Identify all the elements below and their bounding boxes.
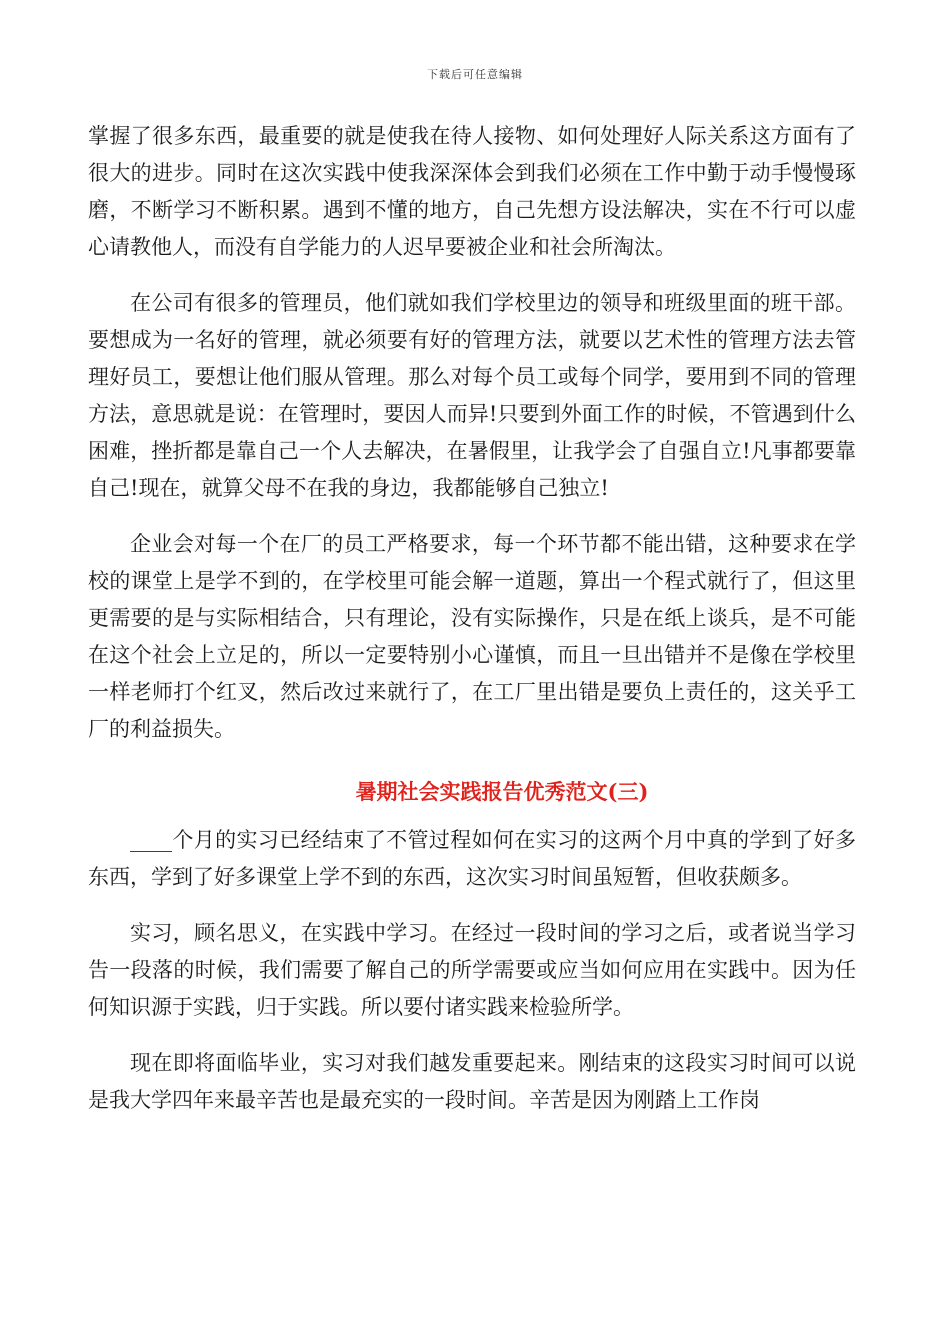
paragraph-management: 在公司有很多的管理员，他们就如我们学校里边的领导和班级里面的班干部。要想成为一名好的管理，就必须要有好的管理方法，就要以艺术性的管理方法去管理好员工，要想让他们服从管理。那么对每个员工或每个同学，要用到不同的管理方法，意思就是说：在管理时，要因人而异!只要到外面工作的时候，不管遇到什么困难，挫折都是靠自己一个人去解决，在暑假里，让我学会了自强自立!凡事都要靠自己!现在，就算父母不在我的身边，我都能够自己独立! [88, 291, 856, 500]
paragraph-enterprise-requirements: 企业会对每一个在厂的员工严格要求，每一个环节都不能出错，这种要求在学校的课堂上是学不到的，在学校里可能会解一道题，算出一个程式就行了，但这里更需要的是与实际相结合，只有理论，没有实际操作，只是在纸上谈兵，是不可能在这个社会上立足的，所以一定要特别小心谨慎，而且一旦出错并不是像在学校里一样老师打个红叉，然后改过来就行了，在工厂里出错是要负上责任的，这关乎工厂的利益损失。 [88, 532, 856, 741]
page-header-note: 下载后可任意编辑 [427, 68, 523, 81]
paragraph-graduation: 现在即将面临毕业，实习对我们越发重要起来。刚结束的这段实习时间可以说是我大学四年来最辛苦也是最充实的一段时间。辛苦是因为刚踏上工作岗 [88, 1051, 856, 1112]
paragraph-internship-summary: ____个月的实习已经结束了不管过程如何在实习的这两个月中真的学到了好多东西，学到了好多课堂上学不到的东西，这次实习时间虽短暂，但收获颇多。 [88, 828, 856, 889]
paragraph-internship-meaning: 实习，顾名思义，在实践中学习。在经过一段时间的学习之后，或者说当学习告一段落的时候，我们需要了解自己的所学需要或应当如何应用在实践中。因为任何知识源于实践，归于实践。所以要付诸实践来检验所学。 [88, 921, 856, 1019]
section-heading: 暑期社会实践报告优秀范文(三) [355, 779, 649, 804]
paragraph-continuation: 掌握了很多东西，最重要的就是使我在待人接物、如何处理好人际关系这方面有了很大的进步。同时在这次实践中使我深深体会到我们必须在工作中勤于动手慢慢琢磨，不断学习不断积累。遇到不懂的地方，自己先想方设法解决，实在不行可以虚心请教他人，而没有自学能力的人迟早要被企业和社会所淘汰。 [88, 124, 856, 259]
document-body [88, 118, 856, 1119]
